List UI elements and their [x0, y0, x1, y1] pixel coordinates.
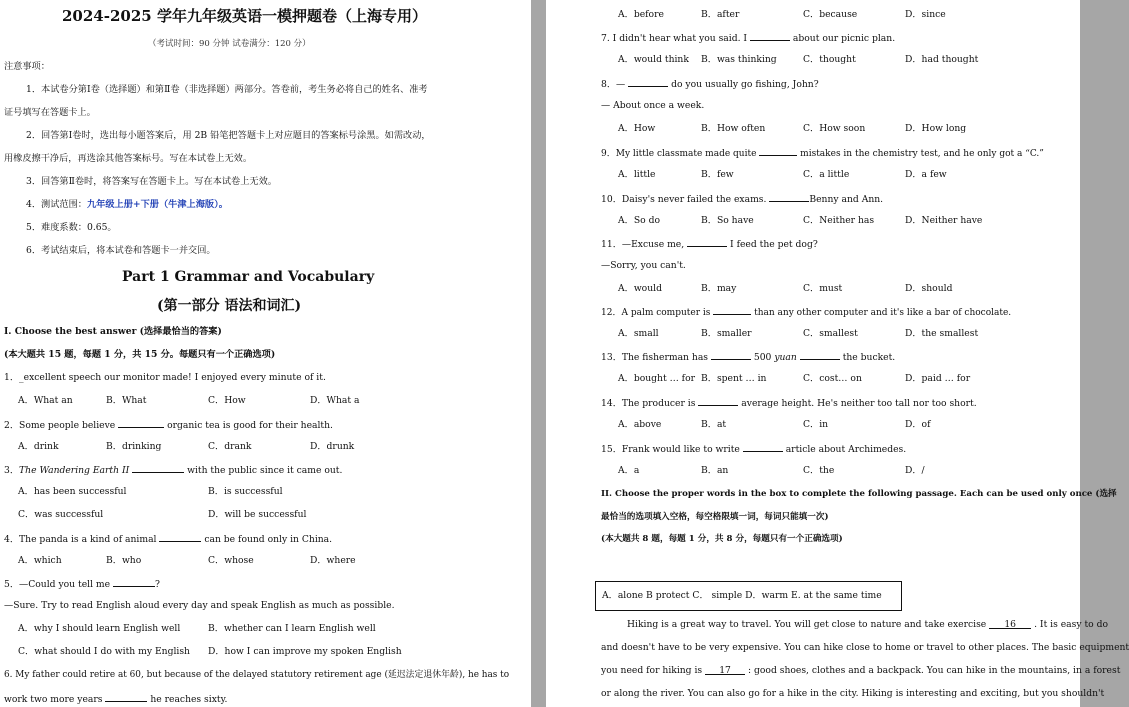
- option: C．in: [803, 419, 829, 430]
- notice-line: 2．回答第Ⅰ卷时，选出每小题答案后，用 2B 铅笔把答题卡上对应题目的答案标号涂黑。如需改动，: [26, 130, 431, 141]
- option: A．What an: [18, 395, 73, 406]
- option: A．which: [18, 555, 62, 566]
- option: A．before: [618, 9, 664, 20]
- section-title: 最恰当的选项填入空格，每空格限填一词，每词只能填一次): [601, 512, 829, 522]
- option: D．a few: [905, 169, 947, 180]
- question-15: 15．Frank would like to write article about Archimedes.: [601, 444, 907, 455]
- question-5: 5．—Could you tell me ?: [4, 579, 160, 590]
- option: C．because: [803, 9, 858, 20]
- option: A．would: [618, 283, 662, 294]
- option: B．an: [701, 465, 729, 476]
- option: D．will be successful: [208, 509, 307, 520]
- option: A．So do: [618, 215, 660, 226]
- notice-line: 6．考试结束后，将本试卷和答题卡一并交回。: [26, 245, 216, 256]
- option: C．was successful: [18, 509, 104, 520]
- question-11: 11．—Excuse me, I feed the pet dog?: [601, 239, 818, 250]
- passage-line: or along the river. You can also go for a hike in the city. Hiking is interesting and exciting, but you shouldn't: [601, 688, 1105, 699]
- question-13: 13．The fisherman has 500 yuan the bucket.: [601, 352, 896, 363]
- option: A．drink: [18, 441, 59, 452]
- option: D．how I can improve my spoken English: [208, 646, 402, 657]
- option: D．Neither have: [905, 215, 983, 226]
- question-8-answer: — About once a week.: [601, 100, 705, 111]
- notice-line: 3．回答第Ⅱ卷时，将答案写在答题卡上。写在本试卷上无效。: [26, 176, 277, 187]
- option: D．since: [905, 9, 946, 20]
- option: C．a little: [803, 169, 850, 180]
- option: A．How: [618, 123, 656, 134]
- option: A．small: [618, 328, 659, 339]
- passage-blank: 17: [705, 665, 745, 675]
- notice-heading: 注意事项：: [4, 61, 50, 72]
- question-14: 14．The producer is average height. He's neither too tall nor too short.: [601, 398, 977, 409]
- exam-title: 2024-2025 学年九年级英语一模押题卷（上海专用）: [62, 7, 427, 25]
- word-box-options: A．alone B protect C． simple D．warm E. at the same time: [602, 590, 882, 601]
- option: A．would think: [618, 54, 689, 65]
- option: C．must: [803, 283, 843, 294]
- passage-line: Hiking is a great way to travel. You will get close to nature and take exercise 16 . It is easy to do: [627, 619, 1109, 630]
- option: A．a: [618, 465, 640, 476]
- option: B．smaller: [701, 328, 752, 339]
- section-title: I. Choose the best answer (选择最恰当的答案): [4, 326, 222, 337]
- option: C．smallest: [803, 328, 858, 339]
- word-box: [595, 581, 902, 611]
- option: B．is successful: [208, 486, 283, 497]
- question-1: 1．_excellent speech our monitor made! I enjoyed every minute of it.: [4, 372, 326, 383]
- option: C．How: [208, 395, 246, 406]
- option: D．where: [310, 555, 356, 566]
- notice-line: 证号填写在答题卡上。: [4, 107, 96, 118]
- option: A．why I should learn English well: [18, 623, 181, 634]
- passage-line: and doesn't have to be very expensive. You can hike close to home or travel to other places. The basic equipment: [601, 642, 1129, 653]
- option: D．drunk: [310, 441, 355, 452]
- option: C．cost… on: [803, 373, 862, 384]
- option: D．How long: [905, 123, 967, 134]
- question-11-answer: —Sorry, you can't.: [601, 260, 686, 271]
- option: C．the: [803, 465, 835, 476]
- option: D．What a: [310, 395, 360, 406]
- notice-line: 4．测试范围：九年级上册+下册（牛津上海版）。: [26, 199, 228, 210]
- question-10: 10．Daisy's never failed the exams. Benny and Ann.: [601, 194, 884, 205]
- option: B．How often: [701, 123, 766, 134]
- option: B．may: [701, 283, 737, 294]
- option: C．drank: [208, 441, 252, 452]
- part-title: Part 1 Grammar and Vocabulary: [122, 269, 375, 285]
- notice-line: 用橡皮擦干净后，再选涂其他答案标号。写在本试卷上无效。: [4, 153, 253, 164]
- question-7: 7. I didn't hear what you said. I about our picnic plan.: [601, 33, 896, 44]
- section-title: II. Choose the proper words in the box to complete the following passage. Each can be used only once (选择: [601, 489, 1117, 499]
- option: C．whose: [208, 555, 254, 566]
- option: B．at: [701, 419, 727, 430]
- option: C．Neither has: [803, 215, 875, 226]
- option: D．had thought: [905, 54, 979, 65]
- notice-line: 5．难度系数：0.65。: [26, 222, 117, 233]
- option: B．few: [701, 169, 734, 180]
- option: A．above: [618, 419, 662, 430]
- section-note: (本大题共 8 题，每题 1 分，共 8 分，每题只有一个正确选项): [601, 534, 843, 544]
- option: C．what should I do with my English: [18, 646, 190, 657]
- question-8: 8．— do you usually go fishing, John?: [601, 79, 819, 90]
- option: B．who: [106, 555, 142, 566]
- option: D．of: [905, 419, 931, 430]
- exam-subtitle: （考试时间：90 分钟 试卷满分：120 分）: [148, 39, 311, 49]
- passage-blank: 16: [989, 619, 1031, 629]
- option: C．thought: [803, 54, 856, 65]
- notice-line: 1．本试卷分第Ⅰ卷（选择题）和第Ⅱ卷（非选择题）两部分。答卷前，考生务必将自己的姓名、准考: [26, 84, 428, 95]
- exam-page-left: [0, 0, 531, 707]
- option: B．What: [106, 395, 147, 406]
- question-5-answer: —Sure. Try to read English aloud every day and speak English as much as possible.: [4, 600, 395, 611]
- test-scope: 九年级上册+下册（牛津上海版）。: [86, 199, 228, 210]
- exam-page-right: [546, 0, 1129, 707]
- option: D．the smallest: [905, 328, 979, 339]
- option: A．little: [618, 169, 656, 180]
- question-6: 6. My father could retire at 60, but because of the delayed statutory retirement age (延迟法定退休年龄), he has to: [4, 670, 510, 680]
- option: B．was thinking: [701, 54, 777, 65]
- question-6-cont: work two more years he reaches sixty.: [4, 694, 228, 705]
- option: B．after: [701, 9, 740, 20]
- page-gap: [531, 0, 546, 707]
- question-2: 2．Some people believe organic tea is good for their health.: [4, 420, 333, 431]
- option: D．/: [905, 465, 925, 476]
- option: B．spent … in: [701, 373, 767, 384]
- option: D．should: [905, 283, 953, 294]
- option: A．bought … for: [618, 373, 695, 384]
- option: D．paid … for: [905, 373, 971, 384]
- question-4: 4．The panda is a kind of animal can be found only in China.: [4, 534, 333, 545]
- question-3: 3．The Wandering Earth II with the public since it came out.: [4, 465, 343, 476]
- question-9: 9．My little classmate made quite mistakes in the chemistry test, and he only got a “C.”: [601, 146, 1044, 160]
- option: B．whether can I learn English well: [208, 623, 376, 634]
- option: B．drinking: [106, 441, 162, 452]
- option: B．So have: [701, 215, 754, 226]
- section-note: (本大题共 15 题，每题 1 分，共 15 分。每题只有一个正确选项): [4, 349, 276, 360]
- option: C．How soon: [803, 123, 866, 134]
- part-title-cn: (第一部分 语法和词汇): [157, 298, 302, 314]
- passage-line: you need for hiking is 17 : good shoes, clothes and a backpack. You can hike in the mountains, in a forest: [601, 665, 1121, 676]
- option: A．has been successful: [18, 486, 127, 497]
- question-12: 12．A palm computer is than any other computer and it's like a bar of chocolate.: [601, 305, 1011, 319]
